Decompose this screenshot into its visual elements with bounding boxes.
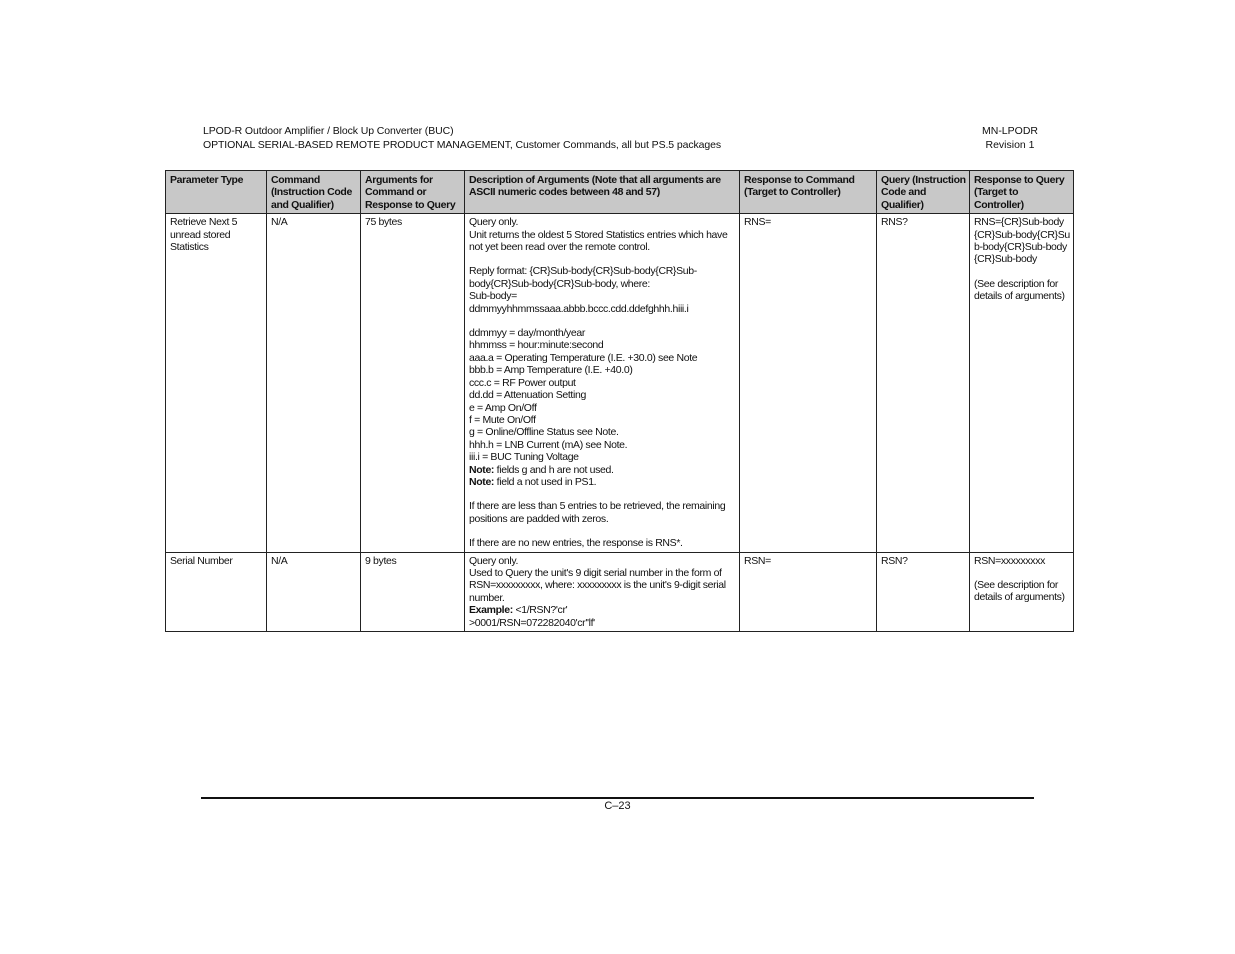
desc-line: bbb.b = Amp Temperature (I.E. +40.0) [469, 364, 633, 377]
cell-arguments: 9 bytes [361, 552, 465, 631]
header-subtitle: OPTIONAL SERIAL-BASED REMOTE PRODUCT MANAGEMENT, Customer Commands, all but PS.5 packages [203, 139, 721, 151]
desc-line: ddmmyy = day/month/year [469, 327, 585, 340]
note-label: Note: [469, 475, 495, 488]
cell-query: RNS? [877, 214, 970, 552]
cell-response: RSN= [740, 552, 877, 631]
example-text: <1/RSN?'cr' [512, 604, 568, 617]
query-response-note: (See description for details of arguments) [974, 578, 1065, 604]
cell-description [465, 214, 740, 552]
page-number: C–23 [604, 800, 631, 812]
desc-note [469, 476, 736, 488]
desc-text: Sub-body= [469, 290, 517, 303]
doc-revision: Revision 1 [985, 139, 1035, 151]
document-header [203, 124, 721, 152]
desc-line: ccc.c = RF Power output [469, 376, 576, 389]
table-header-row [166, 171, 1074, 214]
cell-arguments: 75 bytes [361, 214, 465, 552]
desc-example [469, 604, 736, 616]
cell-response: RNS= [740, 214, 877, 552]
doc-id: MN-LPODR [981, 125, 1038, 137]
desc-text: Query only. [469, 216, 519, 229]
cell-command: N/A [267, 552, 361, 631]
cell-parameter-type: Retrieve Next 5 unread stored Statistics [166, 214, 267, 552]
example-label: Example: [469, 604, 513, 617]
desc-text: If there are less than 5 entries to be retrieved, the remaining positions are padded with zeros. [469, 500, 726, 525]
desc-line: f = Mute On/Off [469, 413, 536, 426]
col-header-query: Query (Instruction Code and Qualifier) [877, 171, 970, 214]
desc-line: g = Online/Offline Status see Note. [469, 426, 619, 439]
note-text: field a not used in PS1. [494, 475, 597, 488]
query-response-note: (See description for details of arguments) [974, 277, 1065, 303]
desc-line: e = Amp On/Off [469, 401, 537, 414]
desc-line: aaa.a = Operating Temperature (I.E. +30.0) see Note [469, 351, 698, 364]
desc-text: If there are no new entries, the response is RNS*. [469, 537, 683, 550]
col-header-arguments: Arguments for Command or Response to Query [361, 171, 465, 214]
cell-command: N/A [267, 214, 361, 552]
col-header-parameter-type: Parameter Type [166, 171, 267, 214]
note-label: Note: [469, 463, 495, 476]
desc-example-reply: >0001/RSN=072282040'cr''lf' [469, 616, 595, 629]
col-header-command: Command (Instruction Code and Qualifier) [267, 171, 361, 214]
desc-text: Query only. [469, 554, 519, 567]
col-header-response: Response to Command (Target to Controller) [740, 171, 877, 214]
header-title: LPOD-R Outdoor Amplifier / Block Up Converter (BUC) [203, 125, 454, 137]
table-row [166, 214, 1074, 552]
desc-note [469, 464, 736, 476]
desc-line: hhmmss = hour:minute:second [469, 339, 604, 352]
desc-line: dd.dd = Attenuation Setting [469, 389, 586, 402]
command-table [165, 170, 1074, 632]
desc-text: ddmmyyhhmmssaaa.abbb.bccc.cdd.ddefghhh.hiii.i [469, 302, 689, 315]
note-text: fields g and h are not used. [494, 463, 614, 476]
col-header-description: Description of Arguments (Note that all arguments are ASCII numeric codes between 48 and 57) [465, 171, 740, 214]
cell-query-response [970, 214, 1074, 552]
desc-text: Reply format: {CR}Sub-body{CR}Sub-body{CR}Sub-body{CR}Sub-body{CR}Sub-body, where: [469, 265, 697, 290]
footer-rule [201, 797, 1034, 799]
document-id-block [960, 124, 1060, 152]
desc-line: iii.i = BUC Tuning Voltage [469, 451, 579, 464]
cell-parameter-type: Serial Number [166, 552, 267, 631]
query-response-value: RSN=xxxxxxxxx [974, 554, 1046, 567]
cell-query: RSN? [877, 552, 970, 631]
desc-text: Used to Query the unit's 9 digit serial number in the form of RSN=xxxxxxxxx, where: xxxxxxxxx is the unit's 9-digit serial number. [469, 566, 726, 604]
desc-line: hhh.h = LNB Current (mA) see Note. [469, 438, 628, 451]
desc-text: Unit returns the oldest 5 Stored Statistics entries which have not yet been read over the remote control. [469, 228, 728, 254]
cell-query-response [970, 552, 1074, 631]
table-row [166, 552, 1074, 631]
col-header-query-response: Response to Query (Target to Controller) [970, 171, 1074, 214]
cell-description [465, 552, 740, 631]
query-response-value: RNS={CR}Sub-body{CR}Sub-body{CR}Sub-body{CR}Sub-body{CR}Sub-body [974, 216, 1070, 266]
